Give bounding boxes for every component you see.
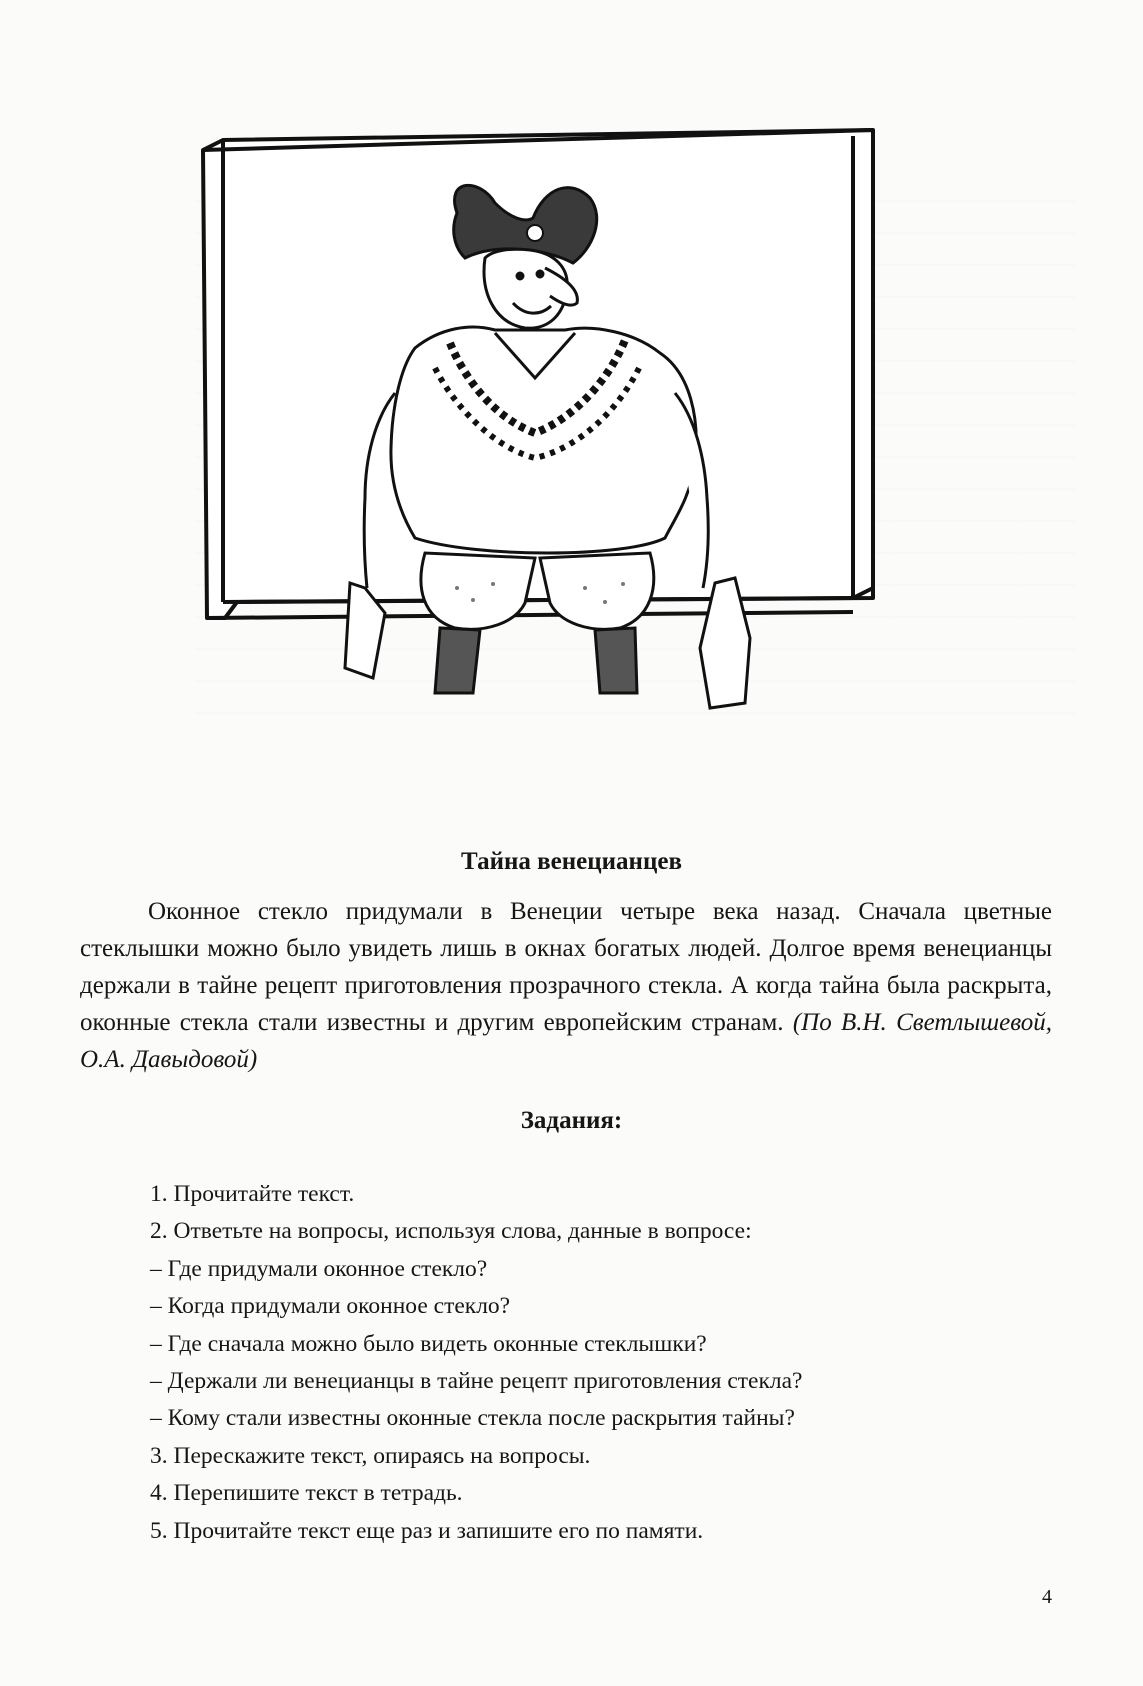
task-item: – Кому стали известны оконные стекла после раскрытия тайны? xyxy=(150,1405,795,1432)
story-body: Оконное стекло придумали в Венеции четыре века назад. Сначала цветные стеклышки можно было увидеть лишь в окнах богатых людей. Долгое время венецианцы держали в тайне рецепт приготовления прозрачного стекла. А когда тайна была раскрыта, оконные стекла стали известны и другим европейским странам. xyxy=(80,898,1052,1036)
tasks-title: Задания: xyxy=(520,1107,623,1134)
task-item: – Держали ли венецианцы в тайне рецепт приготовления стекла? xyxy=(150,1368,803,1395)
venetian-glass-illustration xyxy=(195,118,895,746)
story-text xyxy=(80,893,1052,1078)
task-item: 2. Ответьте на вопросы, используя слова, данные в вопросе: xyxy=(150,1218,752,1245)
task-item: 1. Прочитайте текст. xyxy=(150,1181,355,1207)
task-list xyxy=(150,1176,1050,1550)
task-item: – Где сначала можно было видеть оконные стеклышки? xyxy=(150,1330,707,1357)
legs xyxy=(435,628,637,693)
story-credit: (По В.Н. Светлышевой, О.А. Давыдовой) xyxy=(80,1009,1053,1073)
task-item: 5. Прочитайте текст еще раз и запишите его по памяти. xyxy=(150,1517,704,1544)
page-number: 4 xyxy=(1042,1586,1052,1608)
task-item: – Где придумали оконное стекло? xyxy=(150,1255,488,1282)
task-item: 4. Перепишите текст в тетрадь. xyxy=(150,1480,463,1507)
task-item: 3. Перескажите текст, опираясь на вопросы. xyxy=(150,1442,591,1469)
task-item: – Когда придумали оконное стекло? xyxy=(150,1293,511,1320)
coat xyxy=(391,327,696,553)
story-title: Тайна венецианцев xyxy=(461,848,682,875)
